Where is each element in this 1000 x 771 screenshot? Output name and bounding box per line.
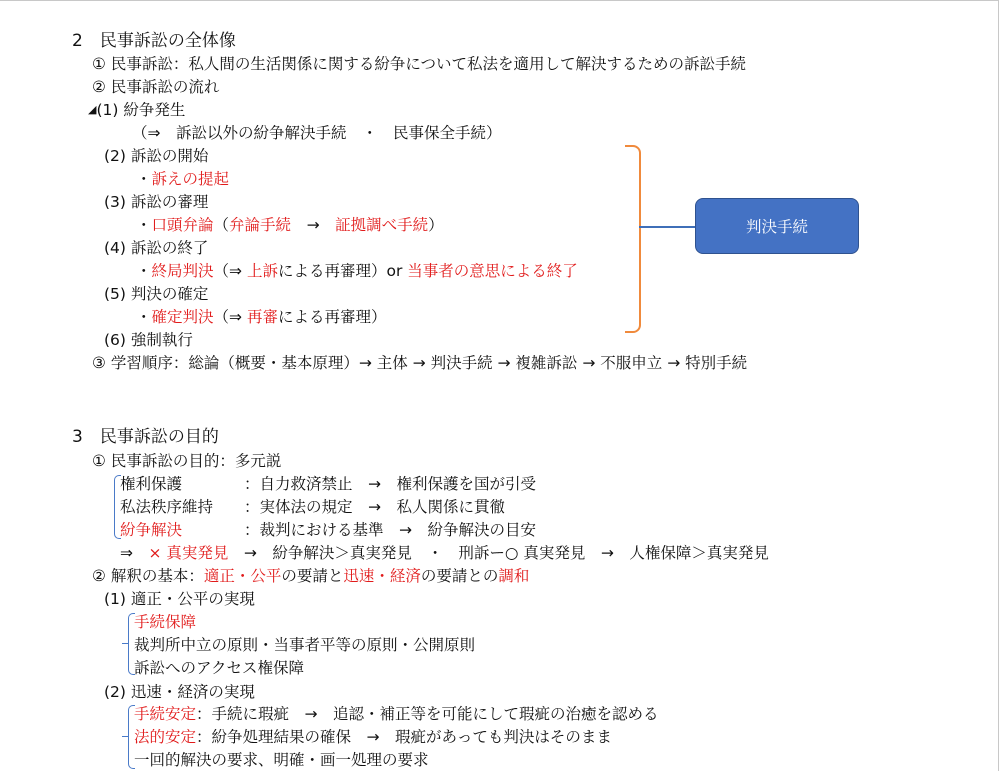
section-2-title: 2 民事訴訟の全体像 [72, 31, 236, 51]
s2-flow-4: (4) 訴訟の終了 [104, 239, 209, 257]
purpose-row-3: 紛争解決 ：裁判における基準 → 紛争解決の目安 [120, 521, 536, 539]
speed-item-2: 法的安定：紛争処理結果の確保 → 瑕疵があっても判決はそのまま [134, 728, 612, 746]
purpose-row-1: 権利保護 ：自力救済禁止 → 権利保護を国が引受 [120, 475, 536, 493]
s2-flow-4-bullet: ・終局判決（⇒ 上訴による再審理）or 当事者の意思による終了 [136, 262, 578, 280]
speed-item-3: 一回的解決の要求、明確・画一処理の要求 [134, 751, 429, 769]
s2-item-3: ③ 学習順序：総論（概要・基本原理）→ 主体 → 判決手続 → 複雑訴訟 → 不服申立 → 特別手続 [92, 354, 748, 372]
s2-item-1: ① 民事訴訟：私人間の生活関係に関する紛争について私法を適用して解決するための訴訟手続 [92, 55, 747, 73]
judgment-procedure-box: 判決手続 [695, 198, 859, 254]
speed-bracket-tick [122, 736, 128, 737]
flow-1-label: (1) 紛争発生 [96, 101, 186, 119]
s2-item-2: ② 民事訴訟の流れ [92, 78, 220, 96]
s2-flow-2-bullet: ・訴えの提起 [136, 170, 230, 188]
judgment-bracket [625, 145, 641, 333]
s3-item-2: ② 解釈の基本：適正・公平の要請と迅速・経済の要請との調和 [92, 567, 530, 585]
s2-flow-5-bullet: ・確定判決（⇒ 再審による再審理） [136, 308, 387, 326]
s2-flow-3: (3) 訴訟の審理 [104, 193, 209, 211]
truth-arrow-line: ⇒ × 真実発見 → 紛争解決＞真実発見 ・ 刑訴ー○ 真実発見 → 人権保障＞真実発見 [120, 544, 769, 562]
fairness-item-2: 裁判所中立の原則・当事者平等の原則・公開原則 [134, 636, 476, 654]
s2-flow-3-bullet: ・口頭弁論（弁論手続 → 証拠調べ手続） [136, 216, 444, 234]
section-3-title: 3 民事訴訟の目的 [72, 427, 219, 447]
purpose-row-2: 私法秩序維持 ：実体法の規定 → 私人関係に貫徹 [120, 498, 505, 516]
s2-flow-1 [88, 100, 185, 120]
fairness-bracket-tick [122, 643, 128, 644]
fairness-item-3: 訴訟へのアクセス権保障 [134, 659, 305, 677]
collapse-triangle-icon[interactable]: ◢ [88, 103, 97, 116]
judgment-connector-line [639, 226, 695, 228]
speed-item-1: 手続安定：手続に瑕疵 → 追認・補正等を可能にして瑕疵の治癒を認める [134, 705, 659, 723]
s3-sub-1: (1) 適正・公平の実現 [104, 590, 255, 608]
s2-flow-2: (2) 訴訟の開始 [104, 147, 209, 165]
s2-flow-5: (5) 判決の確定 [104, 285, 209, 303]
s3-sub-2: (2) 迅速・経済の実現 [104, 683, 255, 701]
s2-flow-1-note: （⇒ 訴訟以外の紛争解決手続 ・ 民事保全手続） [132, 124, 502, 142]
s2-flow-6: (6) 強制執行 [104, 331, 193, 349]
fairness-item-1: 手続保障 [134, 613, 197, 631]
s3-item-1: ① 民事訴訟の目的：多元説 [92, 452, 282, 470]
